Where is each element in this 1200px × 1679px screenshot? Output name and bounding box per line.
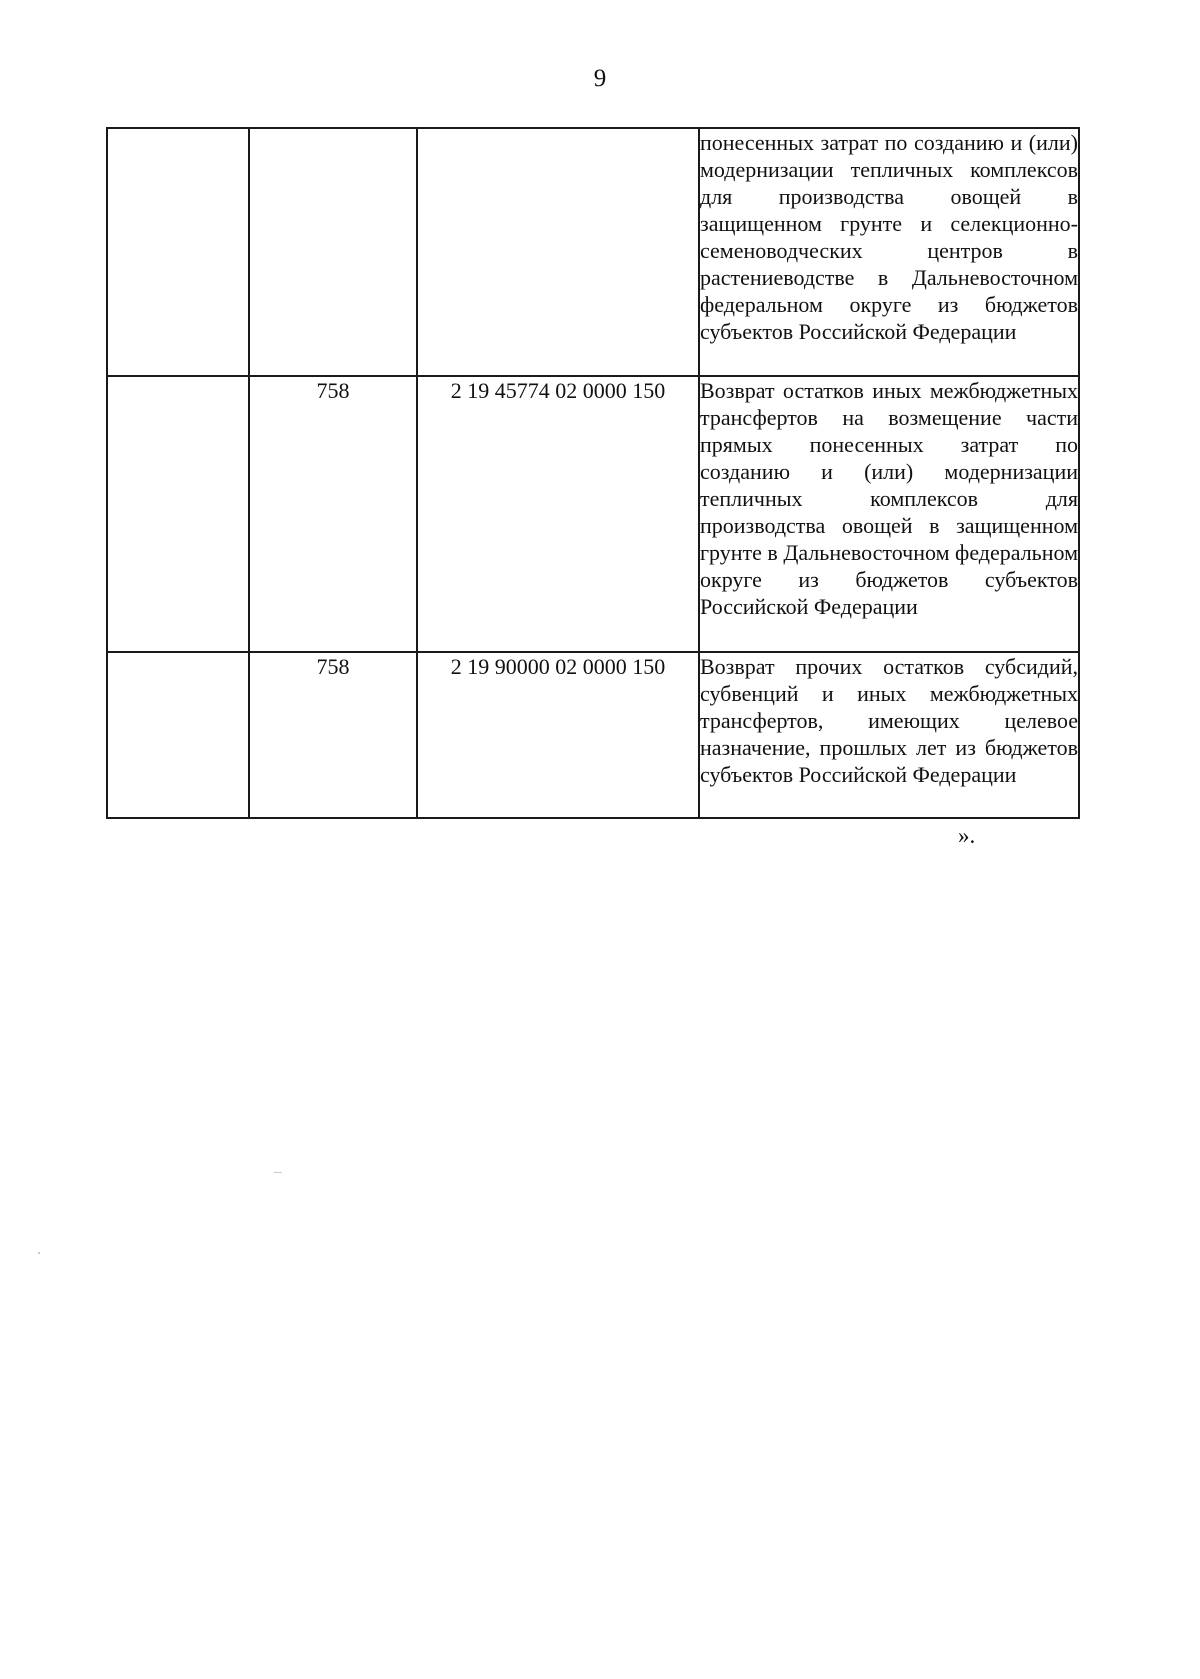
description-cell: Возврат прочих остатков субсидий, субвенций и иных межбюджетных трансфертов, имеющих целевое назначение, прошлых лет из бюджетов субъектов Российской Федерации bbox=[699, 652, 1079, 818]
table-cell-empty bbox=[107, 128, 249, 376]
chapter-code-cell bbox=[249, 128, 417, 376]
chapter-code-cell: 758 bbox=[249, 376, 417, 652]
table-cell-empty bbox=[107, 652, 249, 818]
table-row bbox=[107, 376, 1079, 652]
budget-code-cell: 2 19 45774 02 0000 150 bbox=[417, 376, 699, 652]
budget-code-cell bbox=[417, 128, 699, 376]
table-row bbox=[107, 128, 1079, 376]
scan-artifact bbox=[38, 1252, 40, 1254]
page-number: 9 bbox=[593, 65, 607, 92]
budget-code-cell: 2 19 90000 02 0000 150 bbox=[417, 652, 699, 818]
table-cell-empty bbox=[107, 376, 249, 652]
description-cell: Возврат остатков иных межбюджетных трансфертов на возмещение части прямых понесенных затрат по созданию и (или) модернизации тепличных комплексов для производства овощей в защищенном грунте в Дальневосточном федеральном округе из бюджетов субъектов Российской Федерации bbox=[699, 376, 1079, 652]
chapter-code-cell: 758 bbox=[249, 652, 417, 818]
closing-quote: ». bbox=[958, 823, 976, 848]
description-cell: понесенных затрат по созданию и (или) модернизации тепличных комплексов для производства овощей в защищенном грунте и селекционно-семеноводческих центров в растениеводстве в Дальневосточном федеральном округе из бюджетов субъектов Российской Федерации bbox=[699, 128, 1079, 376]
table-row bbox=[107, 652, 1079, 818]
budget-codes-table bbox=[106, 127, 1080, 819]
scan-artifact bbox=[274, 1172, 282, 1173]
